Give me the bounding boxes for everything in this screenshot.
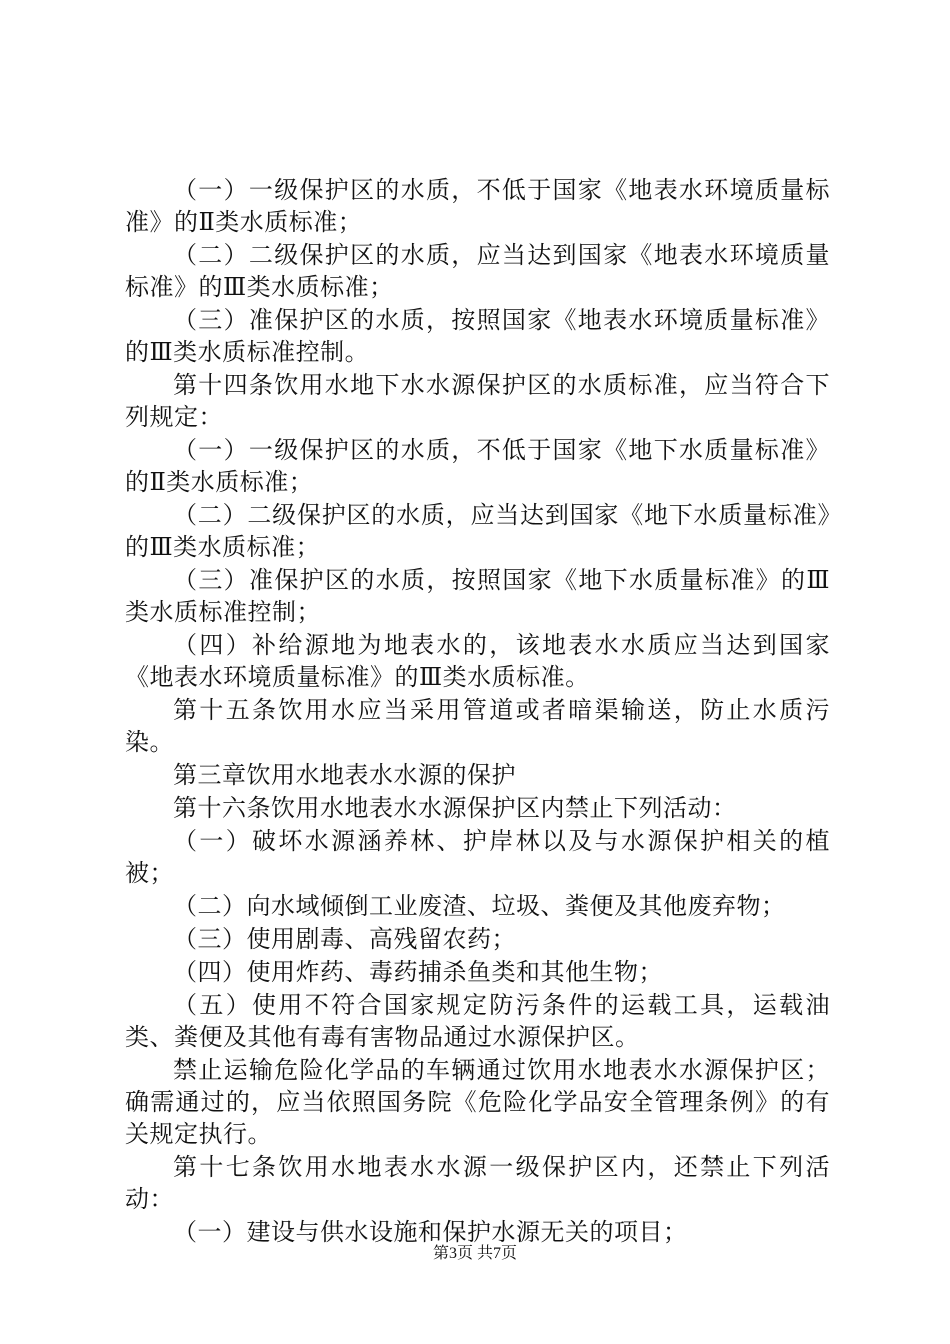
paragraph-12: （一）破坏水源涵养林、护岸林以及与水源保护相关的植被；: [125, 827, 830, 887]
paragraph-17: 禁止运输危险化学品的车辆通过饮用水地表水水源保护区；确需通过的，应当依照国务院《危险化学品安全管理条例》的有关规定执行。: [125, 1056, 830, 1148]
article-15: 第十五条饮用水应当采用管道或者暗渠输送，防止水质污染。: [125, 696, 830, 756]
chapter-3-title: 第三章饮用水地表水水源的保护: [173, 761, 516, 789]
paragraph-6: （二）二级保护区的水质，应当达到国家《地下水质量标准》的Ⅲ类水质标准；: [125, 501, 830, 561]
article-17-heading: 第十七条饮用水地表水水源一级保护区内，还禁止下列活动：: [125, 1153, 830, 1213]
paragraph-2: （二）二级保护区的水质，应当达到国家《地表水环境质量标准》的Ⅲ类水质标准；: [125, 241, 830, 301]
page-number-footer: 第3页 共7页: [432, 1245, 517, 1262]
paragraph-14: （三）使用剧毒、高残留农药；: [173, 925, 516, 953]
article-14-heading: 第十四条饮用水地下水水源保护区的水质标准，应当符合下列规定：: [125, 371, 830, 431]
paragraph-1: （一）一级保护区的水质，不低于国家《地表水环境质量标准》的Ⅱ类水质标准；: [125, 176, 830, 236]
paragraph-19: （一）建设与供水设施和保护水源无关的项目；: [173, 1218, 688, 1246]
paragraph-5: （一）一级保护区的水质，不低于国家《地下水质量标准》的Ⅱ类水质标准；: [125, 436, 830, 496]
paragraph-3: （三）准保护区的水质，按照国家《地表水环境质量标准》的Ⅲ类水质标准控制。: [125, 306, 830, 366]
paragraph-16: （五）使用不符合国家规定防污条件的运载工具，运载油类、粪便及其他有毒有害物品通过水源保护区。: [125, 991, 830, 1051]
paragraph-8: （四）补给源地为地表水的，该地表水水质应当达到国家《地表水环境质量标准》的Ⅲ类水质标准。: [125, 631, 830, 691]
article-16-heading: 第十六条饮用水地表水水源保护区内禁止下列活动：: [173, 794, 737, 822]
paragraph-7: （三）准保护区的水质，按照国家《地下水质量标准》的Ⅲ类水质标准控制；: [125, 566, 830, 626]
paragraph-13: （二）向水域倾倒工业废渣、垃圾、粪便及其他废弃物；: [173, 892, 786, 920]
paragraph-15: （四）使用炸药、毒药捕杀鱼类和其他生物；: [173, 958, 663, 986]
document-body: [125, 174, 830, 1248]
